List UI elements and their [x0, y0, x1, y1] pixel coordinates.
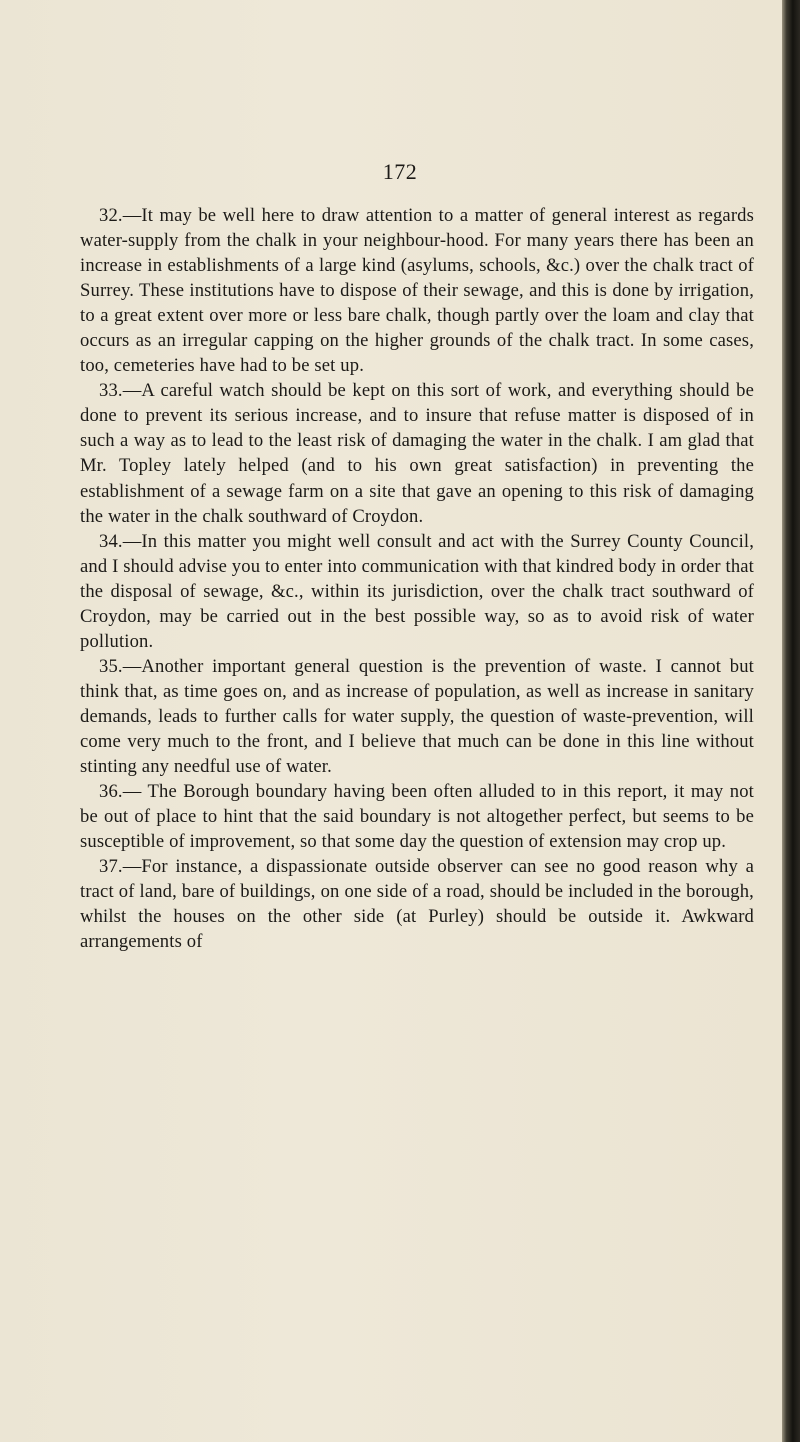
paragraph-34: 34.—In this matter you might well consult and act with the Surrey County Council, and I should advise you to enter into communication with that kindred body in order that the disposal of sewage, &c., within its jurisdiction, over the chalk tract southward of Croydon, may be carried out in the best possible way, so as to avoid risk of water pollution.: [80, 530, 754, 652]
paragraph-33: 33.—A careful watch should be kept on this sort of work, and everything should be done to prevent its serious increase, and to insure that refuse matter is disposed of in such a way as to lead to the least risk of damaging the water in the chalk. I am glad that Mr. Topley lately helped (and to his own great satisfaction) in preventing the establishment of a sewage farm on a site that gave an opening to this risk of damaging the water in the chalk southward of Croydon.: [80, 380, 754, 527]
paragraph-37: 37.—For instance, a dispassionate outside observer can see no good reason why a tract of land, bare of buildings, on one side of a road, should be included in the borough, whilst the houses on the other side (at Purley) should be outside it. Awkward arrangements of: [80, 856, 754, 953]
paragraph-32: 32.—It may be well here to draw attention to a matter of general interest as regards water-supply from the chalk in your neighbour-hood. For many years there has been an increase in establishments of a large kind (asylums, schools, &c.) over the chalk tract of Surrey. These institutions have to dispose of their sewage, and this is done by irrigation, to a great extent over more or less bare chalk, though partly over the loam and clay that occurs as an irregular capping on the higher grounds of the chalk tract. In some cases, too, cemeteries have had to be set up.: [80, 205, 754, 377]
paragraph-36: 36.— The Borough boundary having been often alluded to in this report, it may not be out of place to hint that the said boundary is not altogether perfect, but seems to be susceptible of improvement, so that some day the question of extension may crop up.: [80, 781, 754, 853]
body-text: [80, 203, 754, 954]
page-number: 172: [382, 159, 418, 184]
book-binding-edge: [782, 0, 800, 1442]
paragraph-35: 35.—Another important general question is the prevention of waste. I cannot but think that, as time goes on, and as increase of population, as well as increase in sanitary demands, leads to further calls for water supply, the question of waste-prevention, will come very much to the front, and I believe that much can be done in this line without stinting any needful use of water.: [80, 655, 754, 778]
